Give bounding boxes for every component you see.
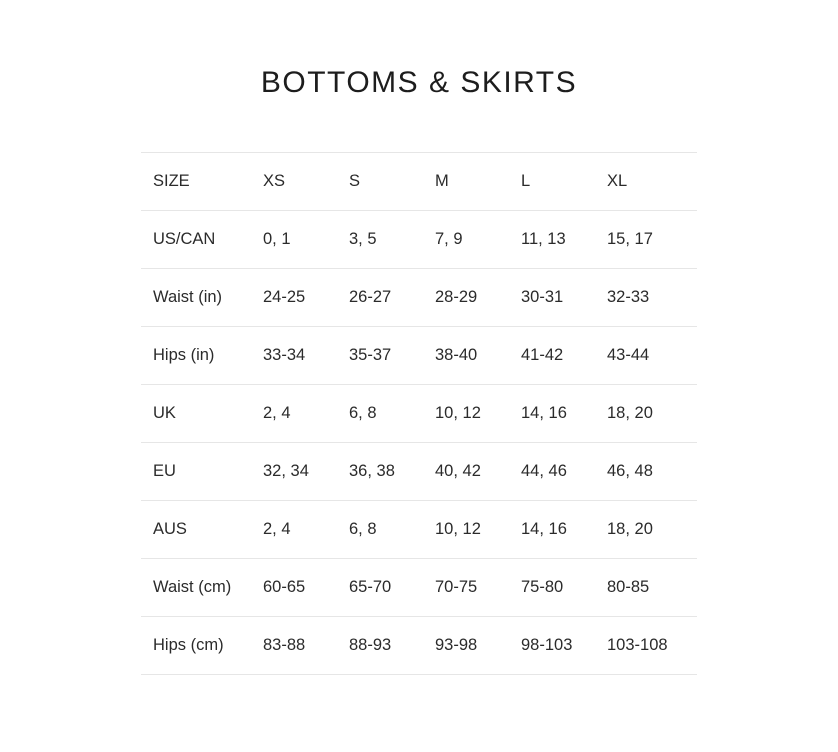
- table-row: [141, 211, 697, 269]
- cell-s: 3, 5: [349, 230, 377, 248]
- table-row: [141, 269, 697, 327]
- cell-m: 70-75: [435, 578, 478, 596]
- row-label: AUS: [153, 520, 187, 538]
- cell-l: 30-31: [521, 288, 564, 306]
- cell-xl: 80-85: [607, 578, 650, 596]
- cell-xs: 24-25: [263, 288, 306, 306]
- size-chart-table: [141, 152, 697, 675]
- cell-s: 26-27: [349, 288, 392, 306]
- cell-m: 10, 12: [435, 520, 481, 538]
- row-label: UK: [153, 404, 176, 422]
- cell-s: 6, 8: [349, 404, 377, 422]
- cell-s: 88-93: [349, 636, 392, 654]
- cell-s: 35-37: [349, 346, 392, 364]
- cell-xs: 0, 1: [263, 230, 291, 248]
- cell-l: 11, 13: [521, 230, 566, 248]
- row-label: Hips (cm): [153, 636, 224, 654]
- table-row: [141, 501, 697, 559]
- cell-xs: 2, 4: [263, 404, 291, 422]
- cell-l: 75-80: [521, 578, 564, 596]
- row-label: Waist (cm): [153, 578, 232, 596]
- cell-xs: 33-34: [263, 346, 306, 364]
- column-header-xs: XS: [263, 172, 286, 190]
- cell-xl: 18, 20: [607, 520, 653, 538]
- row-label: US/CAN: [153, 230, 216, 248]
- cell-l: 14, 16: [521, 404, 567, 422]
- cell-m: 93-98: [435, 636, 478, 654]
- cell-l: 14, 16: [521, 520, 567, 538]
- cell-xs: 83-88: [263, 636, 306, 654]
- column-header-xl: XL: [607, 172, 628, 190]
- table-body: [141, 211, 697, 675]
- row-label: Hips (in): [153, 346, 215, 364]
- size-chart-table-wrapper: [141, 100, 697, 675]
- cell-s: 65-70: [349, 578, 392, 596]
- cell-s: 36, 38: [349, 462, 395, 480]
- table-row: [141, 617, 697, 675]
- page-title: BOTTOMS & SKIRTS: [260, 66, 578, 99]
- cell-m: 28-29: [435, 288, 478, 306]
- cell-xl: 18, 20: [607, 404, 653, 422]
- column-header-m: M: [435, 172, 449, 190]
- column-header-size: SIZE: [153, 172, 190, 190]
- column-header-s: S: [349, 172, 361, 190]
- cell-s: 6, 8: [349, 520, 377, 538]
- cell-xs: 2, 4: [263, 520, 291, 538]
- table-row: [141, 443, 697, 501]
- cell-m: 40, 42: [435, 462, 481, 480]
- cell-l: 44, 46: [521, 462, 567, 480]
- table-header-row: [141, 153, 697, 211]
- row-label: EU: [153, 462, 176, 480]
- cell-m: 7, 9: [435, 230, 463, 248]
- table-row: [141, 385, 697, 443]
- cell-xs: 32, 34: [263, 462, 309, 480]
- cell-xl: 32-33: [607, 288, 650, 306]
- row-label: Waist (in): [153, 288, 223, 306]
- table-header: [141, 153, 697, 211]
- cell-xl: 103-108: [607, 636, 668, 654]
- cell-xl: 46, 48: [607, 462, 653, 480]
- table-row: [141, 559, 697, 617]
- cell-xl: 43-44: [607, 346, 650, 364]
- cell-l: 41-42: [521, 346, 564, 364]
- cell-xs: 60-65: [263, 578, 306, 596]
- cell-m: 10, 12: [435, 404, 481, 422]
- cell-xl: 15, 17: [607, 230, 653, 248]
- column-header-l: L: [521, 172, 531, 190]
- table-row: [141, 327, 697, 385]
- cell-m: 38-40: [435, 346, 478, 364]
- cell-l: 98-103: [521, 636, 573, 654]
